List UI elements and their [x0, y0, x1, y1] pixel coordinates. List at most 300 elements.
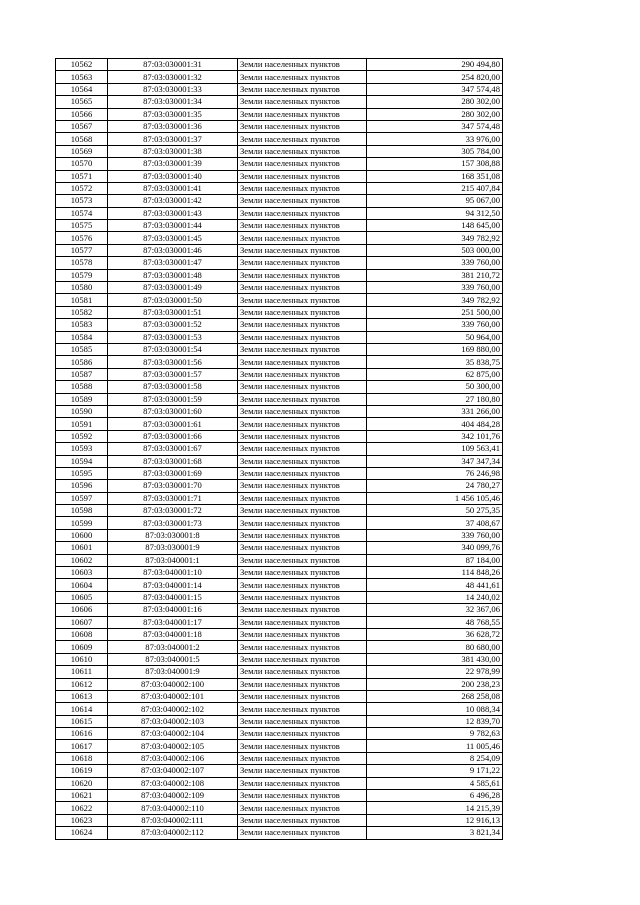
- cadastral-value-cell: 349 782,92: [367, 232, 503, 244]
- cadastral-number-cell: 87:03:030001:34: [108, 96, 238, 108]
- cadastral-value-cell: 22 978,99: [367, 666, 503, 678]
- land-category-cell: Земли населенных пунктов: [238, 492, 367, 504]
- cadastral-value-cell: 168 351,08: [367, 170, 503, 182]
- row-number-cell: 10610: [56, 653, 108, 665]
- table-row: [56, 83, 503, 95]
- cadastral-number-cell: 87:03:030001:36: [108, 120, 238, 132]
- cadastral-number-cell: 87:03:030001:59: [108, 393, 238, 405]
- cadastral-number-cell: 87:03:030001:45: [108, 232, 238, 244]
- land-category-cell: Земли населенных пунктов: [238, 752, 367, 764]
- row-number-cell: 10580: [56, 282, 108, 294]
- table-row: [56, 517, 503, 529]
- row-number-cell: 10599: [56, 517, 108, 529]
- cadastral-number-cell: 87:03:040002:100: [108, 678, 238, 690]
- table-row: [56, 529, 503, 541]
- row-number-cell: 10615: [56, 715, 108, 727]
- table-row: [56, 616, 503, 628]
- land-category-cell: Земли населенных пунктов: [238, 517, 367, 529]
- table-row: [56, 641, 503, 653]
- cadastral-number-cell: 87:03:030001:44: [108, 220, 238, 232]
- row-number-cell: 10619: [56, 765, 108, 777]
- table-row: [56, 232, 503, 244]
- land-category-cell: Земли населенных пунктов: [238, 703, 367, 715]
- table-row: [56, 467, 503, 479]
- cadastral-value-cell: 381 210,72: [367, 269, 503, 281]
- cadastral-value-cell: 80 680,00: [367, 641, 503, 653]
- land-category-cell: Земли населенных пунктов: [238, 405, 367, 417]
- cadastral-value-cell: 331 266,00: [367, 405, 503, 417]
- table-row: [56, 331, 503, 343]
- table-row: [56, 59, 503, 71]
- table-body: [56, 59, 503, 840]
- cadastral-number-cell: 87:03:030001:73: [108, 517, 238, 529]
- land-category-cell: Земли населенных пунктов: [238, 368, 367, 380]
- cadastral-number-cell: 87:03:040002:103: [108, 715, 238, 727]
- cadastral-value-cell: 36 628,72: [367, 628, 503, 640]
- row-number-cell: 10621: [56, 790, 108, 802]
- cadastral-value-cell: 12 839,70: [367, 715, 503, 727]
- cadastral-number-cell: 87:03:030001:40: [108, 170, 238, 182]
- cadastral-value-cell: 381 430,00: [367, 653, 503, 665]
- cadastral-number-cell: 87:03:030001:9: [108, 542, 238, 554]
- cadastral-value-cell: 148 645,00: [367, 220, 503, 232]
- cadastral-value-cell: 251 500,00: [367, 306, 503, 318]
- cadastral-number-cell: 87:03:030001:38: [108, 145, 238, 157]
- cadastral-value-cell: 4 585,61: [367, 777, 503, 789]
- land-category-cell: Земли населенных пунктов: [238, 294, 367, 306]
- row-number-cell: 10583: [56, 319, 108, 331]
- land-category-cell: Земли населенных пунктов: [238, 678, 367, 690]
- cadastral-number-cell: 87:03:040002:107: [108, 765, 238, 777]
- table-row: [56, 703, 503, 715]
- row-number-cell: 10612: [56, 678, 108, 690]
- row-number-cell: 10570: [56, 158, 108, 170]
- cadastral-number-cell: 87:03:030001:39: [108, 158, 238, 170]
- land-category-cell: Земли населенных пунктов: [238, 802, 367, 814]
- table-row: [56, 294, 503, 306]
- land-category-cell: Земли населенных пунктов: [238, 145, 367, 157]
- land-category-cell: Земли населенных пунктов: [238, 467, 367, 479]
- table-row: [56, 368, 503, 380]
- cadastral-value-cell: 157 308,88: [367, 158, 503, 170]
- row-number-cell: 10581: [56, 294, 108, 306]
- land-category-cell: Земли населенных пунктов: [238, 505, 367, 517]
- table-row: [56, 827, 503, 839]
- cadastral-value-cell: 339 760,00: [367, 282, 503, 294]
- table-row: [56, 257, 503, 269]
- land-category-cell: Земли населенных пунктов: [238, 579, 367, 591]
- land-category-cell: Земли населенных пунктов: [238, 542, 367, 554]
- row-number-cell: 10585: [56, 343, 108, 355]
- row-number-cell: 10602: [56, 554, 108, 566]
- table-row: [56, 381, 503, 393]
- cadastral-number-cell: 87:03:030001:31: [108, 59, 238, 71]
- row-number-cell: 10618: [56, 752, 108, 764]
- cadastral-value-cell: 48 768,55: [367, 616, 503, 628]
- land-category-cell: Земли населенных пунктов: [238, 728, 367, 740]
- row-number-cell: 10596: [56, 480, 108, 492]
- cadastral-value-cell: 9 171,22: [367, 765, 503, 777]
- table-row: [56, 492, 503, 504]
- land-category-cell: Земли населенных пунктов: [238, 443, 367, 455]
- table-row: [56, 690, 503, 702]
- land-category-cell: Земли населенных пунктов: [238, 715, 367, 727]
- table-row: [56, 653, 503, 665]
- land-category-cell: Земли населенных пунктов: [238, 170, 367, 182]
- cadastral-value-cell: 340 099,76: [367, 542, 503, 554]
- cadastral-number-cell: 87:03:030001:51: [108, 306, 238, 318]
- cadastral-value-cell: 9 782,63: [367, 728, 503, 740]
- cadastral-value-cell: 342 101,76: [367, 430, 503, 442]
- land-category-cell: Земли населенных пунктов: [238, 554, 367, 566]
- row-number-cell: 10568: [56, 133, 108, 145]
- table-row: [56, 790, 503, 802]
- table-row: [56, 728, 503, 740]
- land-category-cell: Земли населенных пунктов: [238, 381, 367, 393]
- cadastral-number-cell: 87:03:030001:46: [108, 244, 238, 256]
- row-number-cell: 10586: [56, 356, 108, 368]
- cadastral-value-cell: 32 367,06: [367, 604, 503, 616]
- land-category-cell: Земли населенных пунктов: [238, 59, 367, 71]
- land-category-cell: Земли населенных пунктов: [238, 616, 367, 628]
- table-row: [56, 443, 503, 455]
- cadastral-number-cell: 87:03:040001:14: [108, 579, 238, 591]
- cadastral-value-cell: 109 563,41: [367, 443, 503, 455]
- cadastral-value-cell: 254 820,00: [367, 71, 503, 83]
- cadastral-number-cell: 87:03:040001:2: [108, 641, 238, 653]
- land-category-cell: Земли населенных пунктов: [238, 182, 367, 194]
- row-number-cell: 10617: [56, 740, 108, 752]
- table-row: [56, 71, 503, 83]
- table-row: [56, 319, 503, 331]
- table-row: [56, 170, 503, 182]
- row-number-cell: 10571: [56, 170, 108, 182]
- cadastral-number-cell: 87:03:030001:49: [108, 282, 238, 294]
- cadastral-value-cell: 11 005,46: [367, 740, 503, 752]
- cadastral-number-cell: 87:03:030001:68: [108, 455, 238, 467]
- land-parcel-table: [55, 58, 503, 840]
- land-category-cell: Земли населенных пунктов: [238, 666, 367, 678]
- cadastral-value-cell: 404 484,28: [367, 418, 503, 430]
- land-category-cell: Земли населенных пунктов: [238, 827, 367, 839]
- table-row: [56, 505, 503, 517]
- row-number-cell: 10595: [56, 467, 108, 479]
- cadastral-number-cell: 87:03:030001:48: [108, 269, 238, 281]
- cadastral-value-cell: 24 780,27: [367, 480, 503, 492]
- row-number-cell: 10614: [56, 703, 108, 715]
- row-number-cell: 10601: [56, 542, 108, 554]
- table-row: [56, 554, 503, 566]
- cadastral-number-cell: 87:03:040002:108: [108, 777, 238, 789]
- table-row: [56, 678, 503, 690]
- land-category-cell: Земли населенных пунктов: [238, 71, 367, 83]
- cadastral-value-cell: 48 441,61: [367, 579, 503, 591]
- table-row: [56, 120, 503, 132]
- land-category-cell: Земли населенных пунктов: [238, 529, 367, 541]
- land-category-cell: Земли населенных пунктов: [238, 591, 367, 603]
- row-number-cell: 10607: [56, 616, 108, 628]
- row-number-cell: 10590: [56, 405, 108, 417]
- row-number-cell: 10620: [56, 777, 108, 789]
- row-number-cell: 10572: [56, 182, 108, 194]
- land-category-cell: Земли населенных пунктов: [238, 430, 367, 442]
- cadastral-value-cell: 50 964,00: [367, 331, 503, 343]
- cadastral-number-cell: 87:03:040002:110: [108, 802, 238, 814]
- cadastral-number-cell: 87:03:040001:5: [108, 653, 238, 665]
- cadastral-number-cell: 87:03:030001:71: [108, 492, 238, 504]
- cadastral-value-cell: 8 254,09: [367, 752, 503, 764]
- table-row: [56, 306, 503, 318]
- cadastral-value-cell: 339 760,00: [367, 319, 503, 331]
- land-category-cell: Земли населенных пунктов: [238, 83, 367, 95]
- cadastral-number-cell: 87:03:030001:42: [108, 195, 238, 207]
- cadastral-value-cell: 6 496,28: [367, 790, 503, 802]
- row-number-cell: 10567: [56, 120, 108, 132]
- cadastral-value-cell: 14 215,39: [367, 802, 503, 814]
- cadastral-value-cell: 95 067,00: [367, 195, 503, 207]
- cadastral-number-cell: 87:03:040001:9: [108, 666, 238, 678]
- cadastral-number-cell: 87:03:040002:102: [108, 703, 238, 715]
- table-row: [56, 195, 503, 207]
- cadastral-number-cell: 87:03:040001:1: [108, 554, 238, 566]
- cadastral-value-cell: 76 246,98: [367, 467, 503, 479]
- table-row: [56, 740, 503, 752]
- row-number-cell: 10588: [56, 381, 108, 393]
- land-category-cell: Земли населенных пунктов: [238, 356, 367, 368]
- table-row: [56, 282, 503, 294]
- table-row: [56, 244, 503, 256]
- table-row: [56, 666, 503, 678]
- cadastral-value-cell: 12 916,13: [367, 814, 503, 826]
- land-category-cell: Земли населенных пунктов: [238, 690, 367, 702]
- cadastral-number-cell: 87:03:030001:35: [108, 108, 238, 120]
- cadastral-value-cell: 14 240,02: [367, 591, 503, 603]
- land-category-cell: Земли населенных пунктов: [238, 653, 367, 665]
- cadastral-value-cell: 27 180,80: [367, 393, 503, 405]
- cadastral-number-cell: 87:03:030001:33: [108, 83, 238, 95]
- row-number-cell: 10577: [56, 244, 108, 256]
- land-category-cell: Земли населенных пунктов: [238, 567, 367, 579]
- row-number-cell: 10600: [56, 529, 108, 541]
- row-number-cell: 10563: [56, 71, 108, 83]
- row-number-cell: 10609: [56, 641, 108, 653]
- land-category-cell: Земли населенных пунктов: [238, 232, 367, 244]
- cadastral-number-cell: 87:03:040002:101: [108, 690, 238, 702]
- row-number-cell: 10605: [56, 591, 108, 603]
- table-row: [56, 145, 503, 157]
- row-number-cell: 10598: [56, 505, 108, 517]
- row-number-cell: 10592: [56, 430, 108, 442]
- cadastral-number-cell: 87:03:030001:37: [108, 133, 238, 145]
- land-category-cell: Земли населенных пунктов: [238, 765, 367, 777]
- land-category-cell: Земли населенных пунктов: [238, 120, 367, 132]
- cadastral-value-cell: 280 302,00: [367, 108, 503, 120]
- cadastral-value-cell: 305 784,00: [367, 145, 503, 157]
- table-row: [56, 579, 503, 591]
- row-number-cell: 10622: [56, 802, 108, 814]
- table-row: [56, 343, 503, 355]
- table-row: [56, 405, 503, 417]
- table-row: [56, 765, 503, 777]
- land-category-cell: Земли населенных пунктов: [238, 343, 367, 355]
- cadastral-number-cell: 87:03:040001:15: [108, 591, 238, 603]
- land-category-cell: Земли населенных пунктов: [238, 282, 367, 294]
- row-number-cell: 10578: [56, 257, 108, 269]
- cadastral-value-cell: 339 760,00: [367, 257, 503, 269]
- cadastral-number-cell: 87:03:030001:66: [108, 430, 238, 442]
- table-row: [56, 802, 503, 814]
- cadastral-number-cell: 87:03:030001:32: [108, 71, 238, 83]
- cadastral-number-cell: 87:03:030001:52: [108, 319, 238, 331]
- table-row: [56, 182, 503, 194]
- cadastral-value-cell: 62 875,00: [367, 368, 503, 380]
- row-number-cell: 10613: [56, 690, 108, 702]
- row-number-cell: 10584: [56, 331, 108, 343]
- cadastral-value-cell: 347 347,34: [367, 455, 503, 467]
- land-category-cell: Земли населенных пунктов: [238, 604, 367, 616]
- cadastral-number-cell: 87:03:030001:58: [108, 381, 238, 393]
- row-number-cell: 10579: [56, 269, 108, 281]
- cadastral-number-cell: 87:03:040001:16: [108, 604, 238, 616]
- cadastral-number-cell: 87:03:030001:56: [108, 356, 238, 368]
- table-row: [56, 220, 503, 232]
- table-row: [56, 269, 503, 281]
- row-number-cell: 10573: [56, 195, 108, 207]
- cadastral-number-cell: 87:03:030001:54: [108, 343, 238, 355]
- land-category-cell: Земли населенных пунктов: [238, 740, 367, 752]
- row-number-cell: 10566: [56, 108, 108, 120]
- table-row: [56, 207, 503, 219]
- row-number-cell: 10606: [56, 604, 108, 616]
- cadastral-number-cell: 87:03:030001:67: [108, 443, 238, 455]
- row-number-cell: 10589: [56, 393, 108, 405]
- row-number-cell: 10564: [56, 83, 108, 95]
- cadastral-value-cell: 290 494,80: [367, 59, 503, 71]
- cadastral-number-cell: 87:03:030001:47: [108, 257, 238, 269]
- cadastral-value-cell: 3 821,34: [367, 827, 503, 839]
- land-category-cell: Земли населенных пунктов: [238, 455, 367, 467]
- table-row: [56, 108, 503, 120]
- row-number-cell: 10587: [56, 368, 108, 380]
- land-category-cell: Земли населенных пунктов: [238, 777, 367, 789]
- land-category-cell: Земли населенных пунктов: [238, 814, 367, 826]
- table-row: [56, 715, 503, 727]
- land-category-cell: Земли населенных пунктов: [238, 158, 367, 170]
- cadastral-value-cell: 87 184,00: [367, 554, 503, 566]
- table-row: [56, 158, 503, 170]
- land-category-cell: Земли населенных пунктов: [238, 269, 367, 281]
- cadastral-number-cell: 87:03:030001:60: [108, 405, 238, 417]
- cadastral-value-cell: 215 407,84: [367, 182, 503, 194]
- cadastral-number-cell: 87:03:030001:50: [108, 294, 238, 306]
- table-row: [56, 430, 503, 442]
- land-category-cell: Земли населенных пунктов: [238, 96, 367, 108]
- cadastral-number-cell: 87:03:040002:112: [108, 827, 238, 839]
- cadastral-value-cell: 349 782,92: [367, 294, 503, 306]
- land-category-cell: Земли населенных пунктов: [238, 306, 367, 318]
- land-category-cell: Земли населенных пунктов: [238, 195, 367, 207]
- cadastral-number-cell: 87:03:030001:70: [108, 480, 238, 492]
- cadastral-value-cell: 50 300,00: [367, 381, 503, 393]
- cadastral-value-cell: 35 838,75: [367, 356, 503, 368]
- cadastral-number-cell: 87:03:040002:104: [108, 728, 238, 740]
- table-row: [56, 480, 503, 492]
- cadastral-number-cell: 87:03:030001:8: [108, 529, 238, 541]
- row-number-cell: 10593: [56, 443, 108, 455]
- cadastral-number-cell: 87:03:030001:41: [108, 182, 238, 194]
- table-row: [56, 393, 503, 405]
- cadastral-number-cell: 87:03:040002:111: [108, 814, 238, 826]
- cadastral-number-cell: 87:03:030001:69: [108, 467, 238, 479]
- table-row: [56, 777, 503, 789]
- cadastral-value-cell: 33 976,00: [367, 133, 503, 145]
- land-category-cell: Земли населенных пунктов: [238, 331, 367, 343]
- table-row: [56, 591, 503, 603]
- table-row: [56, 567, 503, 579]
- cadastral-value-cell: 37 408,67: [367, 517, 503, 529]
- row-number-cell: 10608: [56, 628, 108, 640]
- cadastral-value-cell: 50 275,35: [367, 505, 503, 517]
- row-number-cell: 10591: [56, 418, 108, 430]
- row-number-cell: 10611: [56, 666, 108, 678]
- row-number-cell: 10624: [56, 827, 108, 839]
- cadastral-number-cell: 87:03:040002:106: [108, 752, 238, 764]
- table-row: [56, 542, 503, 554]
- land-category-cell: Земли населенных пунктов: [238, 641, 367, 653]
- land-category-cell: Земли населенных пунктов: [238, 244, 367, 256]
- cadastral-value-cell: 268 258,08: [367, 690, 503, 702]
- cadastral-number-cell: 87:03:030001:57: [108, 368, 238, 380]
- table-row: [56, 628, 503, 640]
- row-number-cell: 10604: [56, 579, 108, 591]
- cadastral-value-cell: 503 000,00: [367, 244, 503, 256]
- land-category-cell: Земли населенных пунктов: [238, 418, 367, 430]
- row-number-cell: 10565: [56, 96, 108, 108]
- table-row: [56, 133, 503, 145]
- land-category-cell: Земли населенных пунктов: [238, 480, 367, 492]
- cadastral-value-cell: 1 456 105,46: [367, 492, 503, 504]
- cadastral-value-cell: 94 312,50: [367, 207, 503, 219]
- table-row: [56, 814, 503, 826]
- row-number-cell: 10574: [56, 207, 108, 219]
- row-number-cell: 10569: [56, 145, 108, 157]
- row-number-cell: 10594: [56, 455, 108, 467]
- row-number-cell: 10576: [56, 232, 108, 244]
- cadastral-number-cell: 87:03:030001:61: [108, 418, 238, 430]
- land-category-cell: Земли населенных пунктов: [238, 108, 367, 120]
- land-category-cell: Земли населенных пунктов: [238, 790, 367, 802]
- cadastral-number-cell: 87:03:040001:17: [108, 616, 238, 628]
- cadastral-value-cell: 10 088,34: [367, 703, 503, 715]
- land-category-cell: Земли населенных пунктов: [238, 257, 367, 269]
- cadastral-number-cell: 87:03:030001:53: [108, 331, 238, 343]
- table-row: [56, 356, 503, 368]
- table-row: [56, 455, 503, 467]
- row-number-cell: 10575: [56, 220, 108, 232]
- row-number-cell: 10603: [56, 567, 108, 579]
- land-category-cell: Земли населенных пунктов: [238, 628, 367, 640]
- cadastral-number-cell: 87:03:030001:43: [108, 207, 238, 219]
- cadastral-value-cell: 347 574,48: [367, 120, 503, 132]
- row-number-cell: 10562: [56, 59, 108, 71]
- cadastral-value-cell: 347 574,48: [367, 83, 503, 95]
- table-row: [56, 96, 503, 108]
- cadastral-number-cell: 87:03:040002:109: [108, 790, 238, 802]
- cadastral-number-cell: 87:03:040001:18: [108, 628, 238, 640]
- table-row: [56, 604, 503, 616]
- cadastral-number-cell: 87:03:040002:105: [108, 740, 238, 752]
- table-row: [56, 418, 503, 430]
